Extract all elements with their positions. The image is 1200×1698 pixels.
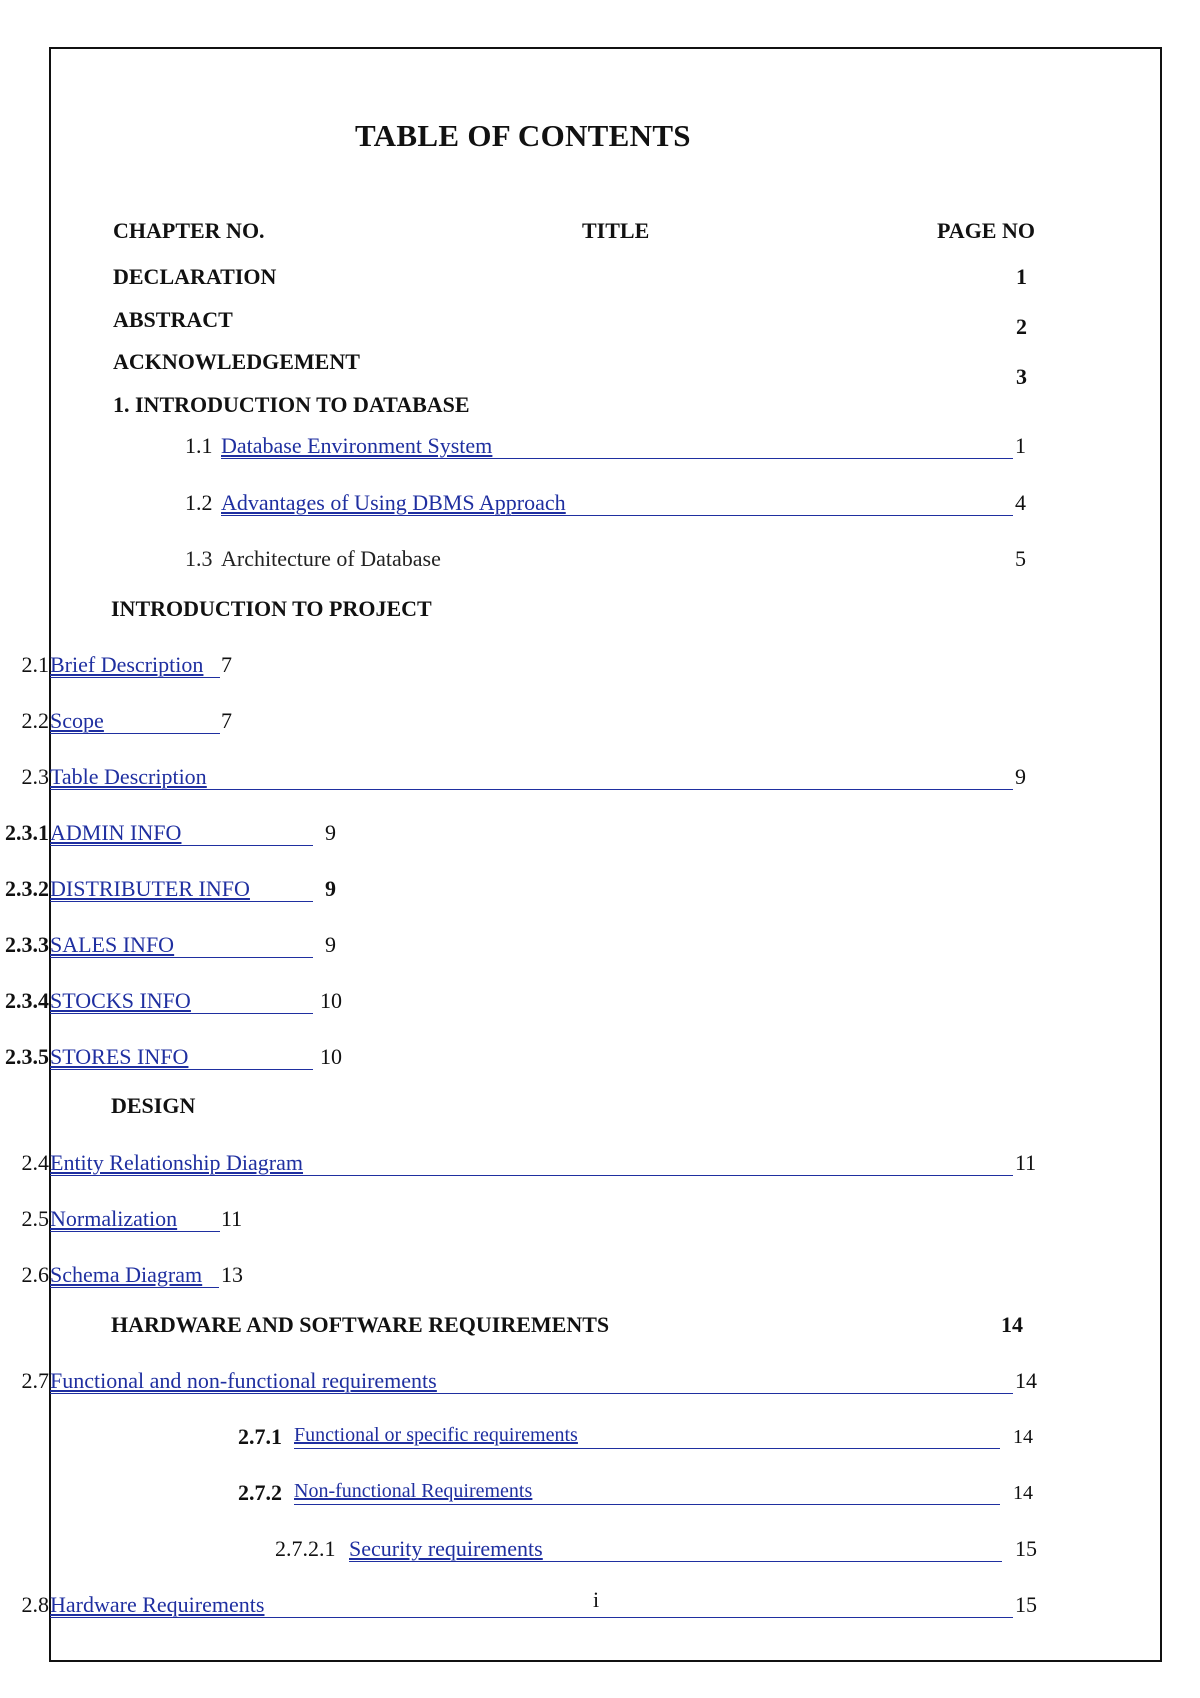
toc-2-7-page: 14 — [1015, 1368, 1037, 1393]
toc-chapter-1: 1. INTRODUCTION TO DATABASE — [113, 392, 470, 417]
toc-chapter-2: INTRODUCTION TO PROJECT — [111, 596, 432, 621]
toc-1-3-label: Architecture of Database — [221, 546, 441, 571]
toc-link-2-4[interactable]: Entity Relationship Diagram — [50, 1150, 1013, 1176]
toc-2-3-4-page: 10 — [320, 988, 342, 1013]
toc-design: DESIGN — [111, 1093, 196, 1118]
toc-link-2-7-2[interactable]: Non-functional Requirements — [294, 1480, 1000, 1505]
toc-link-2-7-1[interactable]: Functional or specific requirements — [294, 1424, 1000, 1449]
toc-2-8-page: 15 — [1015, 1592, 1037, 1617]
toc-2-3-3-page: 9 — [325, 932, 336, 957]
footer-page-number: i — [593, 1587, 600, 1612]
toc-link-2-3-4[interactable]: STOCKS INFO — [50, 988, 313, 1014]
toc-1-3-num: 1.3 — [185, 546, 213, 571]
toc-2-4-num: 2.4 — [21, 1150, 49, 1175]
toc-2-3-2-num: 2.3.2 — [5, 876, 49, 901]
toc-2-7-2-page: 14 — [1013, 1482, 1033, 1504]
toc-2-7-num: 2.7 — [21, 1368, 49, 1393]
toc-link-2-8[interactable]: Hardware Requirements — [50, 1592, 1013, 1618]
toc-link-2-6[interactable]: Schema Diagram — [50, 1262, 219, 1288]
page-title: TABLE OF CONTENTS — [355, 118, 691, 153]
toc-2-3-3-num: 2.3.3 — [5, 932, 49, 957]
toc-2-7-2-1-num: 2.7.2.1 — [275, 1536, 336, 1561]
toc-2-3-1-num: 2.3.1 — [5, 820, 49, 845]
toc-hw-sw-page: 14 — [1001, 1312, 1023, 1337]
toc-link-2-3-2[interactable]: DISTRIBUTER INFO — [50, 876, 313, 902]
toc-2-3-1-page: 9 — [325, 820, 336, 845]
toc-link-2-3-5[interactable]: STORES INFO — [50, 1044, 313, 1070]
toc-2-3-5-num: 2.3.5 — [5, 1044, 49, 1069]
toc-2-1-page: 7 — [221, 652, 232, 677]
toc-1-2-page: 4 — [1015, 490, 1026, 515]
toc-2-1-num: 2.1 — [21, 652, 49, 677]
header-title: TITLE — [582, 218, 650, 243]
toc-link-2-7-2-1[interactable]: Security requirements — [349, 1536, 1002, 1562]
header-chapter: CHAPTER NO. — [113, 218, 265, 243]
toc-1-3-page: 5 — [1015, 546, 1026, 571]
toc-abstract-page: 2 — [1016, 314, 1027, 339]
toc-1-1-num: 1.1 — [185, 433, 213, 458]
toc-2-6-num: 2.6 — [21, 1262, 49, 1287]
toc-hw-sw: HARDWARE AND SOFTWARE REQUIREMENTS — [111, 1312, 610, 1337]
toc-2-7-1-page: 14 — [1013, 1426, 1033, 1448]
toc-2-7-1-num: 2.7.1 — [238, 1424, 282, 1449]
toc-2-2-num: 2.2 — [21, 708, 49, 733]
toc-link-2-3[interactable]: Table Description — [50, 764, 1013, 790]
toc-2-5-page: 11 — [221, 1206, 243, 1231]
toc-link-2-5[interactable]: Normalization — [50, 1206, 220, 1232]
toc-link-2-1[interactable]: Brief Description — [50, 652, 220, 678]
toc-2-3-num: 2.3 — [21, 764, 49, 789]
toc-link-2-2[interactable]: Scope — [50, 708, 220, 734]
toc-2-8-num: 2.8 — [21, 1592, 49, 1617]
toc-2-5-num: 2.5 — [21, 1206, 49, 1231]
toc-link-2-3-1[interactable]: ADMIN INFO — [50, 820, 313, 846]
toc-declaration-page: 1 — [1016, 264, 1027, 289]
toc-1-2-num: 1.2 — [185, 490, 213, 515]
toc-acknowledgement: ACKNOWLEDGEMENT — [113, 349, 360, 374]
toc-link-2-7[interactable]: Functional and non-functional requirements — [50, 1368, 1013, 1394]
toc-abstract: ABSTRACT — [113, 307, 233, 332]
toc-2-6-page: 13 — [221, 1262, 243, 1287]
toc-2-4-page: 11 — [1015, 1150, 1037, 1175]
header-page: PAGE NO — [937, 218, 1035, 243]
toc-2-7-2-1-page: 15 — [1015, 1536, 1037, 1561]
toc-1-1-page: 1 — [1015, 433, 1026, 458]
toc-link-2-3-3[interactable]: SALES INFO — [50, 932, 313, 958]
toc-2-3-2-page: 9 — [325, 876, 336, 901]
toc-acknowledgement-page: 3 — [1016, 364, 1027, 389]
toc-2-7-2-num: 2.7.2 — [238, 1480, 282, 1505]
toc-2-3-4-num: 2.3.4 — [5, 988, 49, 1013]
toc-2-2-page: 7 — [221, 708, 232, 733]
toc-declaration: DECLARATION — [113, 264, 277, 289]
toc-link-1-2[interactable]: Advantages of Using DBMS Approach — [221, 490, 1013, 516]
toc-2-3-page: 9 — [1015, 764, 1026, 789]
toc-link-1-1[interactable]: Database Environment System — [221, 433, 1013, 459]
toc-2-3-5-page: 10 — [320, 1044, 342, 1069]
